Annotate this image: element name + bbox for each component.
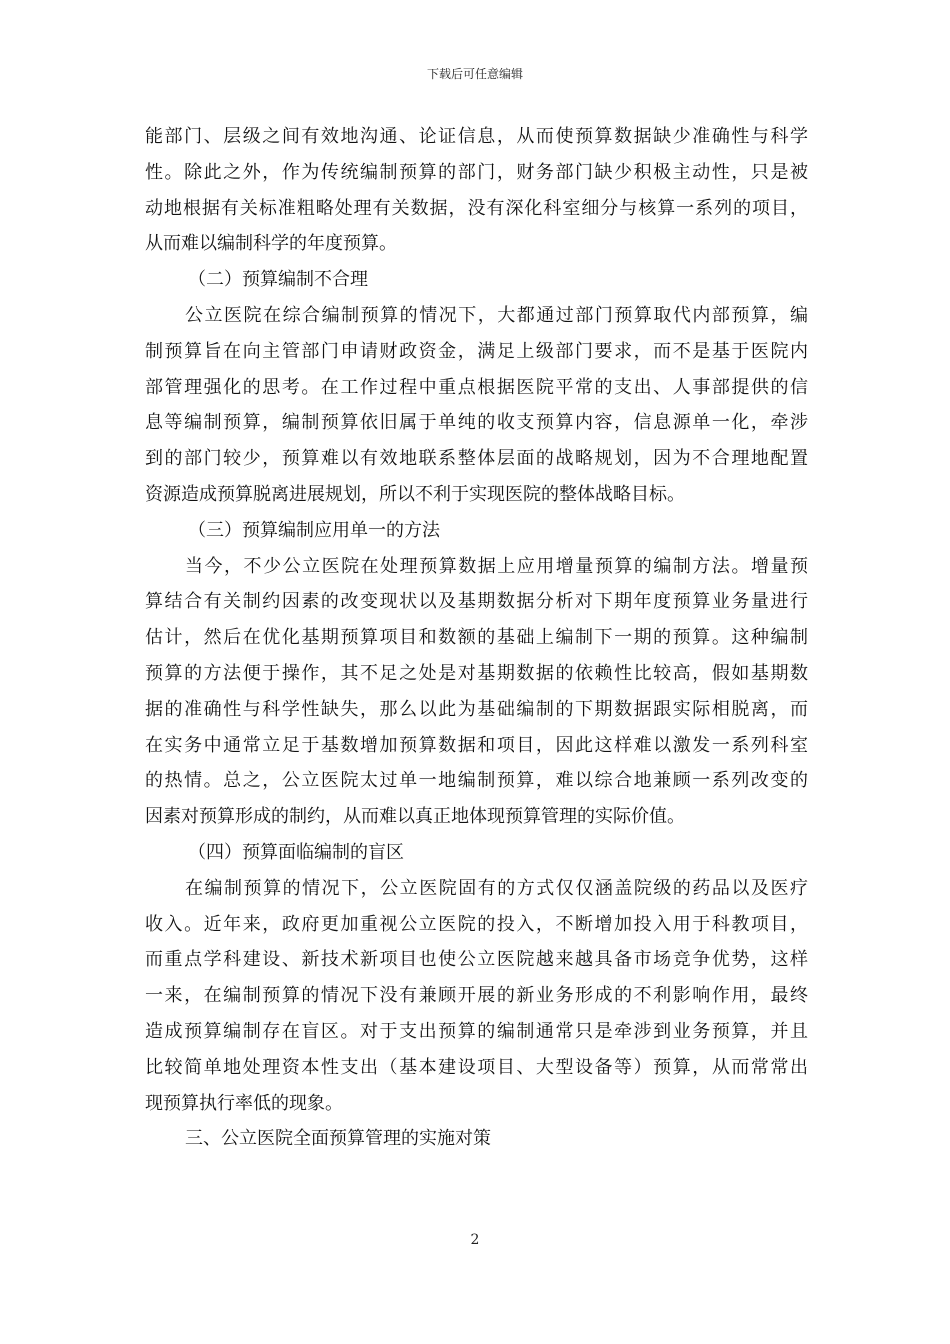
text-line: 制预算旨在向主管部门申请财政资金，满足上级部门要求，而不是基于医院内 xyxy=(145,340,808,362)
text-line: 的热情。总之，公立医院太过单一地编制预算，难以综合地兼顾一系列改变的 xyxy=(145,770,808,792)
text-line: 现预算执行率低的现象。 xyxy=(145,1092,343,1114)
text-line: 到的部门较少，预算难以有效地联系整体层面的战略规划，因为不合理地配置 xyxy=(145,448,808,470)
paragraph xyxy=(145,119,808,262)
text-line: 性。除此之外，作为传统编制预算的部门，财务部门缺少积极主动性，只是被 xyxy=(145,161,808,183)
paragraph xyxy=(145,549,808,835)
text-line: 造成预算编制存在盲区。对于支出预算的编制通常只是牵涉到业务预算，并且 xyxy=(145,1020,808,1042)
text-line: 在实务中通常立足于基数增加预算数据和项目，因此这样难以激发一系列科室 xyxy=(145,734,808,756)
text-line: 因素对预算形成的制约，从而难以真正地体现预算管理的实际价值。 xyxy=(145,806,685,828)
text-line: 部管理强化的思考。在工作过程中重点根据医院平常的支出、人事部提供的信 xyxy=(145,376,808,398)
document-body xyxy=(145,119,808,1157)
text-line: 动地根据有关标准粗略处理有关数据，没有深化科室细分与核算一系列的项目， xyxy=(145,197,808,219)
text-line: 一来，在编制预算的情况下没有兼顾开展的新业务形成的不利影响作用，最终 xyxy=(145,985,808,1007)
text-line: 比较简单地处理资本性支出（基本建设项目、大型设备等）预算，从而常常出 xyxy=(145,1056,808,1078)
section-heading: 三、公立医院全面预算管理的实施对策 xyxy=(185,1128,491,1150)
text-line: 从而难以编制科学的年度预算。 xyxy=(145,233,397,255)
text-line: 而重点学科建设、新技术新项目也使公立医院越来越具备市场竞争优势，这样 xyxy=(145,949,808,971)
text-line: 资源造成预算脱离进展规划，所以不利于实现医院的整体战略目标。 xyxy=(145,483,685,505)
text-line: 息等编制预算，编制预算依旧属于单纯的收支预算内容，信息源单一化，牵涉 xyxy=(145,412,808,434)
text-line: 能部门、层级之间有效地沟通、论证信息，从而使预算数据缺少准确性与科学 xyxy=(145,126,808,147)
page-header: 下载后可任意编辑 xyxy=(426,67,523,81)
text-line: 估计，然后在优化基期预算项目和数额的基础上编制下一期的预算。这种编制 xyxy=(145,627,808,649)
text-line: 据的准确性与科学性缺失，那么以此为基础编制的下期数据跟实际相脱离，而 xyxy=(145,698,808,720)
text-line: 公立医院在综合编制预算的情况下，大都通过部门预算取代内部预算，编 xyxy=(185,304,808,326)
text-line: 在编制预算的情况下，公立医院固有的方式仅仅涵盖院级的药品以及医疗 xyxy=(185,877,808,899)
text-line: 预算的方法便于操作，其不足之处是对基期数据的依赖性比较高，假如基期数 xyxy=(145,662,808,684)
paragraph xyxy=(145,871,808,1122)
text-line: 算结合有关制约因素的改变现状以及基期数据分析对下期年度预算业务量进行 xyxy=(145,591,808,613)
text-line: 收入。近年来，政府更加重视公立医院的投入，不断增加投入用于科教项目， xyxy=(145,913,808,935)
paragraph xyxy=(145,298,808,513)
section-heading: （四）预算面临编制的盲区 xyxy=(188,841,404,863)
section-heading: （三）预算编制应用单一的方法 xyxy=(188,519,440,541)
page-number: 2 xyxy=(470,1232,480,1248)
section-heading: （二）预算编制不合理 xyxy=(188,269,368,291)
text-line: 当今，不少公立医院在处理预算数据上应用增量预算的编制方法。增量预 xyxy=(185,555,808,577)
